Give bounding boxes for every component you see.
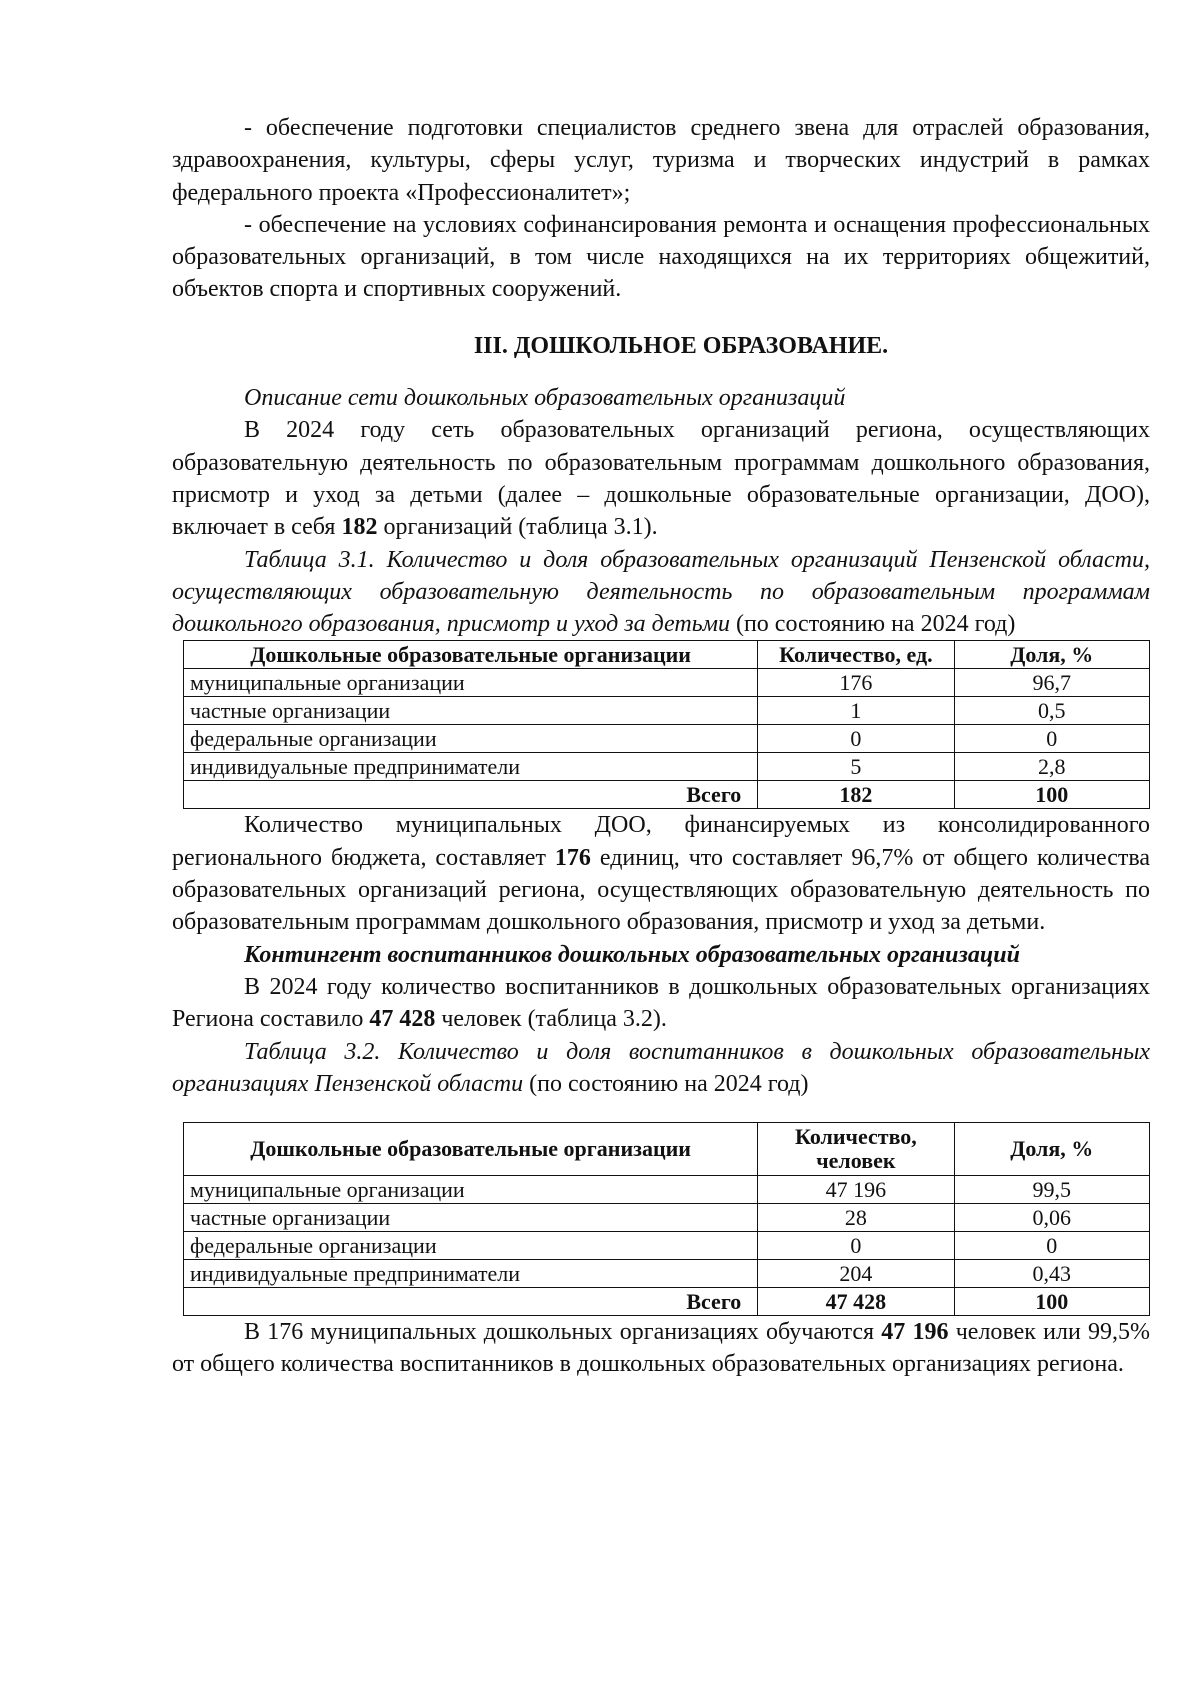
table2-row-label: индивидуальные предприниматели xyxy=(184,1260,758,1288)
table-row xyxy=(184,753,1150,781)
table2-row-label: муниципальные организации xyxy=(184,1176,758,1204)
table2-total-label: Всего xyxy=(184,1288,758,1316)
table1-total-label: Всего xyxy=(184,781,758,809)
table2-row-label: федеральные организации xyxy=(184,1232,758,1260)
table1-total-count: 182 xyxy=(758,781,954,809)
table1-header-share: Доля, % xyxy=(954,641,1149,669)
table-row xyxy=(184,1232,1150,1260)
table2-row-count: 0 xyxy=(758,1232,954,1260)
municipal-paragraph xyxy=(172,809,1150,938)
table2-row-share: 0,06 xyxy=(954,1204,1149,1232)
table-row xyxy=(184,1260,1150,1288)
table-row xyxy=(184,1204,1150,1232)
table1-row-share: 0,5 xyxy=(954,697,1149,725)
table2-caption-italic: Таблица 3.2. Количество и доля воспитанников в дошкольных образовательных организациях Пензенской области xyxy=(172,1038,1150,1097)
table1-row-share: 96,7 xyxy=(954,669,1149,697)
table1-row-count: 1 xyxy=(758,697,954,725)
table2-row-count: 47 196 xyxy=(758,1176,954,1204)
contingent-count: 47 428 xyxy=(369,1006,436,1033)
table1-row-count: 176 xyxy=(758,669,954,697)
table1-row-share: 0 xyxy=(954,725,1149,753)
table-row xyxy=(184,669,1150,697)
table1-row-label: муниципальные организации xyxy=(184,669,758,697)
table2-total-row xyxy=(184,1288,1150,1316)
table2-row-share: 0 xyxy=(954,1232,1149,1260)
table2-row-share: 99,5 xyxy=(954,1176,1149,1204)
section-heading: III. ДОШКОЛЬНОЕ ОБРАЗОВАНИЕ. xyxy=(473,332,889,359)
contingent-subheading: Контингент воспитанников дошкольных образовательных организаций xyxy=(244,941,1020,968)
contingent-text-before: В 2024 году количество воспитанников в дошкольных образовательных организациях Региона составило xyxy=(172,973,1150,1033)
table-row xyxy=(184,1176,1150,1204)
table1-caption xyxy=(172,544,1150,641)
table2-row-count: 28 xyxy=(758,1204,954,1232)
table2-caption xyxy=(172,1036,1150,1101)
table1-row-label: частные организации xyxy=(184,697,758,725)
table1-row-label: федеральные организации xyxy=(184,725,758,753)
table2-header-row xyxy=(184,1123,1150,1176)
table2-header-org: Дошкольные образовательные организации xyxy=(184,1123,758,1176)
closing-text-before: В 176 муниципальных дошкольных организациях обучаются xyxy=(244,1319,875,1346)
table2-header-count: Количество, человек xyxy=(758,1123,954,1176)
network-subheading: Описание сети дошкольных образовательных организаций xyxy=(244,385,846,412)
bullet-professionalitet: - обеспечение подготовки специалистов среднего звена для отраслей образования, здравоохранения, культуры, сферы услуг, туризма и творческих индустрий в рамках федерального проекта «Профессионалитет»; xyxy=(172,115,1150,206)
table1-header-row xyxy=(184,641,1150,669)
table-row xyxy=(184,725,1150,753)
network-text-before: В 2024 году сеть образовательных организаций региона, осуществляющих образовательную деятельность по образовательным программам дошкольного образования, присмотр и уход за детьми (далее – дошкольные образовательные организации, ДОО), включает в себя xyxy=(172,417,1150,541)
table1-row-label: индивидуальные предприниматели xyxy=(184,753,758,781)
table1-row-count: 5 xyxy=(758,753,954,781)
table1-total-row xyxy=(184,781,1150,809)
network-paragraph xyxy=(172,414,1150,543)
network-count: 182 xyxy=(341,514,378,541)
closing-count: 47 196 xyxy=(881,1319,949,1346)
municipal-count: 176 xyxy=(554,844,591,871)
table2-header-share: Доля, % xyxy=(954,1123,1149,1176)
table1-header-count: Количество, ед. xyxy=(758,641,954,669)
bullet-repair-funding: - обеспечение на условиях софинансирования ремонта и оснащения профессиональных образовательных организаций, в том числе находящихся на их территориях общежитий, объектов спорта и спортивных сооружений. xyxy=(172,211,1150,303)
table2-total-share: 100 xyxy=(954,1288,1149,1316)
table1-row-share: 2,8 xyxy=(954,753,1149,781)
network-text-after: организаций (таблица 3.1). xyxy=(383,514,658,541)
table1-caption-plain: (по состоянию на 2024 год) xyxy=(735,611,1016,638)
table2-total-count: 47 428 xyxy=(758,1288,954,1316)
table1-header-org: Дошкольные образовательные организации xyxy=(184,641,758,669)
table1-caption-italic: Таблица 3.1. Количество и доля образовательных организаций Пензенской области, осуществляющих образовательную деятельность по образовательным программам дошкольного образования, присмотр и уход за детьми xyxy=(172,546,1150,638)
table-row xyxy=(184,697,1150,725)
contingent-paragraph xyxy=(172,971,1150,1036)
table2-row-label: частные организации xyxy=(184,1204,758,1232)
contingent-text-after: человек (таблица 3.2). xyxy=(441,1006,667,1033)
table1-row-count: 0 xyxy=(758,725,954,753)
document-page xyxy=(172,112,1150,1381)
table-organizations xyxy=(183,640,1150,809)
table1-total-share: 100 xyxy=(954,781,1149,809)
table2-row-share: 0,43 xyxy=(954,1260,1149,1288)
closing-paragraph xyxy=(172,1316,1150,1381)
table-pupils xyxy=(183,1122,1150,1316)
closing-text-after: человек или 99,5% от общего количества воспитанников в дошкольных образовательных организациях региона. xyxy=(172,1319,1151,1378)
table2-caption-plain: (по состоянию на 2024 год) xyxy=(529,1070,809,1097)
municipal-text-after: единиц, что составляет 96,7% от общего количества образовательных организаций региона, осуществляющих образовательную деятельность по образовательным программам дошкольного образования, присмотр и уход за детьми. xyxy=(172,844,1151,936)
municipal-text-before: Количество муниципальных ДОО, финансируемых из консолидированного регионального бюджета, составляет xyxy=(172,812,1150,871)
table2-row-count: 204 xyxy=(758,1260,954,1288)
